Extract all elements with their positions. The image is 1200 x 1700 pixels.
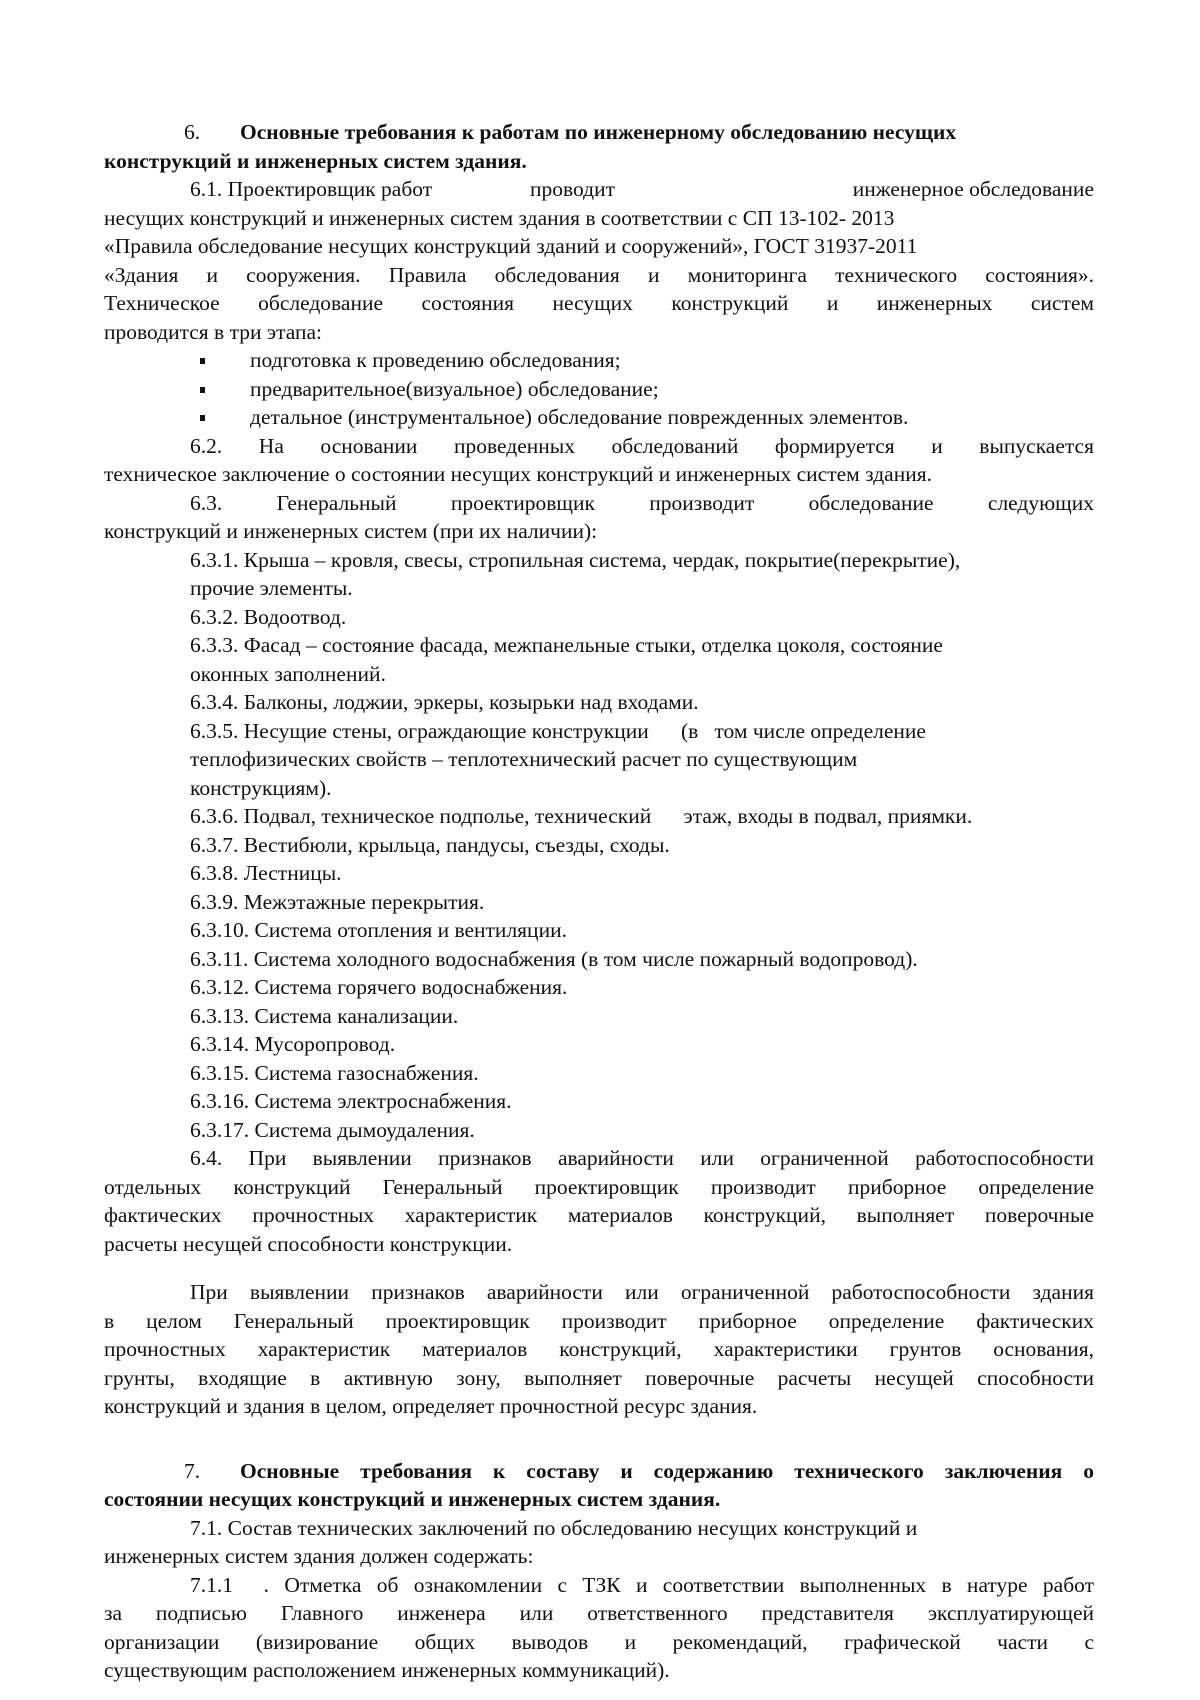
section-6-title-line1: Основные требования к работам по инженерному обследованию несущих bbox=[240, 120, 957, 144]
paragraph-6-1-line5: Техническое обследование состояния несущих конструкций и инженерных систем bbox=[104, 291, 1094, 315]
list-item: 6.3.15. Система газоснабжения. bbox=[190, 1060, 479, 1085]
list-item: 6.3.6. Подвал, техническое подполье, технический этаж, входы в подвал, приямки. bbox=[190, 804, 973, 828]
list-item: 6.3.3. Фасад – состояние фасада, межпанельные стыки, отделка цоколя, состояние оконных заполнений. bbox=[190, 633, 943, 686]
list-item: 6.3.1. Крыша – кровля, свесы, стропильная система, чердак, покрытие(перекрытие), прочие элементы. bbox=[190, 547, 961, 600]
paragraph-6-1-line6: проводится в три этапа: bbox=[104, 319, 323, 344]
list-item: 6.3.11. Система холодного водоснабжения (в том числе пожарный водопровод). bbox=[190, 946, 918, 971]
list-item: подготовка к проведению обследования; bbox=[104, 346, 1094, 375]
list-item: 6.3.4. Балконы, лоджии, эркеры, козырьки над входами. bbox=[190, 690, 699, 714]
bullet-icon bbox=[200, 415, 205, 421]
paragraph-7-1-line1: 7.1. Состав технических заключений по обследованию несущих конструкций и bbox=[190, 1515, 918, 1540]
section-7-title-line1: Основные требования к составу и содержанию технического заключения о bbox=[240, 1458, 1094, 1483]
list-item: 6.3.10. Система отопления и вентиляции. bbox=[190, 918, 567, 942]
list-item: детальное (инструментальное) обследование поврежденных элементов. bbox=[104, 403, 1094, 432]
paragraph-6-4-line4: расчеты несущей способности конструкции. bbox=[104, 1231, 513, 1256]
list-item: 6.3.17. Система дымоудаления. bbox=[190, 1117, 475, 1142]
section-7-number: 7. bbox=[184, 1458, 201, 1483]
paragraph-7-1-1-line2: за подписью Главного инженера или ответственного представителя эксплуатирующей bbox=[104, 1601, 1094, 1625]
list-item: 6.3.13. Система канализации. bbox=[190, 1003, 459, 1028]
paragraph-6-4b-line5: конструкций и здания в целом, определяет прочностной ресурс здания. bbox=[104, 1394, 758, 1418]
section-6-heading bbox=[104, 118, 1094, 175]
paragraph-6-2-line1: 6.2. На основании проведенных обследований формируется и выпускается bbox=[190, 433, 1094, 458]
section-7-heading bbox=[104, 1457, 1094, 1514]
stages-list bbox=[104, 346, 1094, 432]
paragraph-6-1-line4: «Здания и сооружения. Правила обследования и мониторинга технического состояния». bbox=[104, 262, 1094, 287]
paragraph-6-4b-line3: прочностных характеристик материалов конструкций, характеристики грунтов основания, bbox=[104, 1337, 1094, 1361]
list-item: 6.3.12. Система горячего водоснабжения. bbox=[190, 975, 568, 999]
paragraph-6-4-line3: фактических прочностных характеристик материалов конструкций, выполняет поверочные bbox=[104, 1203, 1094, 1227]
paragraph-7-1-1-line4: существующим расположением инженерных коммуникаций). bbox=[104, 1658, 670, 1682]
bullet-icon bbox=[200, 387, 205, 393]
list-item: 6.3.7. Вестибюли, крыльца, пандусы, съезды, сходы. bbox=[190, 832, 670, 857]
list-item: 6.3.14. Мусоропровод. bbox=[190, 1032, 396, 1056]
list-item: 6.3.16. Система электроснабжения. bbox=[190, 1089, 512, 1113]
bullet-icon bbox=[200, 358, 205, 364]
list-item: 6.3.5. Несущие стены, ограждающие конструкции (в том числе определение теплофизических свойств – теплотехнический расчет по существующим конструкциям). bbox=[190, 718, 926, 800]
paragraph-6-3-line2: конструкций и инженерных систем (при их наличии): bbox=[104, 519, 598, 543]
inspection-items bbox=[104, 546, 1094, 1145]
paragraph-7-1-1-line3: организации (визирование общих выводов и рекомендаций, графической части с bbox=[104, 1629, 1094, 1654]
list-item: предварительное(визуальное) обследование; bbox=[104, 375, 1094, 404]
paragraph-6-3-line1: 6.3. Генеральный проектировщик производит обследование следующих bbox=[190, 490, 1094, 515]
section-6-number: 6. bbox=[184, 120, 201, 144]
section-7-title-line2: состоянии несущих конструкций и инженерных систем здания. bbox=[104, 1487, 721, 1511]
paragraph-6-4b-line2: в целом Генеральный проектировщик производит приборное определение фактических bbox=[104, 1308, 1094, 1333]
paragraph-6-1-line1: 6.1. Проектировщик работ проводит инженерное обследование bbox=[190, 177, 1094, 201]
document-body bbox=[104, 118, 1094, 1685]
paragraph-6-1-line3: «Правила обследование несущих конструкций зданий и сооружений», ГОСТ 31937-2011 bbox=[104, 234, 918, 258]
paragraph-7-1-1-line1: 7.1.1 . Отметка об ознакомлении с ТЗК и соответствии выполненных в натуре работ bbox=[190, 1572, 1094, 1597]
paragraph-6-4b-line4: грунты, входящие в активную зону, выполняет поверочные расчеты несущей способности bbox=[104, 1365, 1094, 1390]
paragraph-6-4-line2: отдельных конструкций Генеральный проектировщик производит приборное определение bbox=[104, 1174, 1094, 1199]
paragraph-6-2-line2: техническое заключение о состоянии несущих конструкций и инженерных систем здания. bbox=[104, 462, 933, 486]
paragraph-6-1-line2: несущих конструкций и инженерных систем здания в соответствии с СП 13-102- 2013 bbox=[104, 205, 895, 230]
section-6-title-line2: конструкций и инженерных систем здания. bbox=[104, 148, 527, 173]
list-item: 6.3.2. Водоотвод. bbox=[190, 604, 347, 629]
paragraph-7-1-line2: инженерных систем здания должен содержать: bbox=[104, 1544, 534, 1568]
paragraph-6-4-line1: 6.4. При выявлении признаков аварийности или ограниченной работоспособности bbox=[190, 1146, 1094, 1170]
paragraph-6-4b-line1: При выявлении признаков аварийности или ограниченной работоспособности здания bbox=[190, 1280, 1094, 1304]
list-item: 6.3.9. Межэтажные перекрытия. bbox=[190, 889, 485, 914]
list-item: 6.3.8. Лестницы. bbox=[190, 861, 342, 885]
